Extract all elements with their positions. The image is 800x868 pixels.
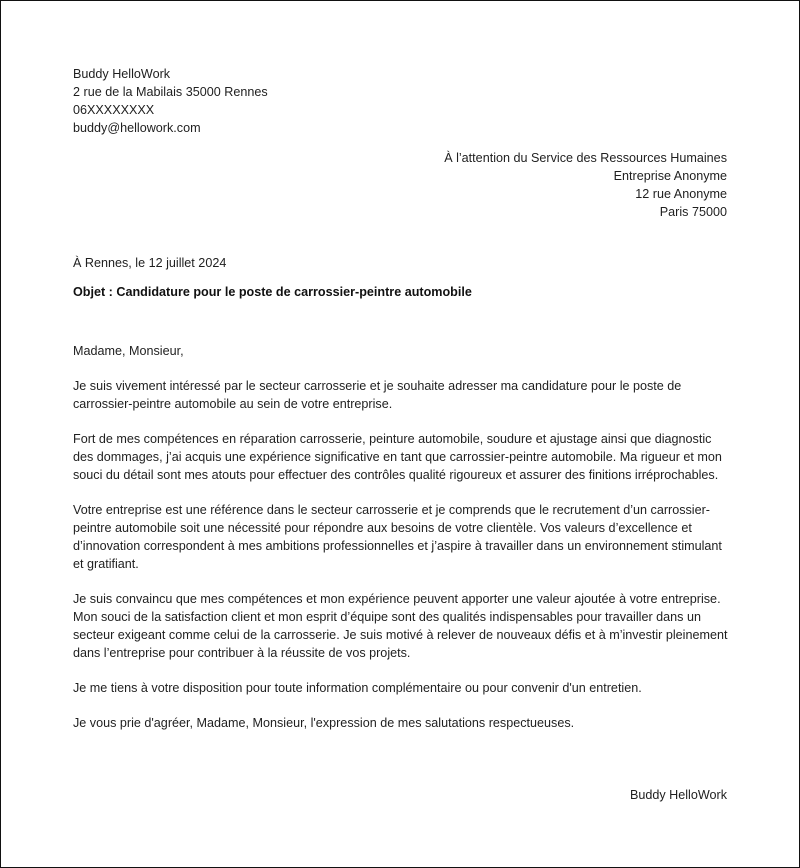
subject-line: Objet : Candidature pour le poste de carrossier-peintre automobile xyxy=(73,285,472,299)
greeting: Madame, Monsieur, xyxy=(73,344,184,358)
recipient-attention: À l’attention du Service des Ressources Humaines xyxy=(444,151,727,165)
recipient-block xyxy=(444,149,727,221)
paragraph-intro: Je suis vivement intéressé par le secteur carrosserie et je souhaite adresser ma candidature pour le poste de carrossier-peintre automobile au sein de votre entreprise. xyxy=(73,379,682,411)
signature: Buddy HelloWork xyxy=(629,788,727,802)
sender-email: buddy@hellowork.com xyxy=(73,121,201,135)
letter-body xyxy=(73,342,733,749)
date-line: À Rennes, le 12 juillet 2024 xyxy=(73,256,227,270)
sender-name: Buddy HelloWork xyxy=(73,67,171,81)
sender-phone: 06XXXXXXXX xyxy=(73,103,155,117)
paragraph-availability: Je me tiens à votre disposition pour toute information complémentaire ou pour convenir d'un entretien. xyxy=(73,681,642,695)
sender-address: 2 rue de la Mabilais 35000 Rennes xyxy=(73,85,268,99)
paragraph-company: Votre entreprise est une référence dans le secteur carrosserie et je comprends que le recrutement d’un carrossier-peintre automobile soit une nécessité pour répondre aux besoins de votre clientèle. Vos valeurs d’excellence et d’innovation correspondent à mes ambitions professionnelles et j’aspire à travailler dans un environnement stimulant et gratifiant. xyxy=(73,503,722,571)
paragraph-skills: Fort de mes compétences en réparation carrosserie, peinture automobile, soudure et ajustage ainsi que diagnostic des dommages, j’ai acquis une expérience significative en tant que carrossier-peintre automobile. Ma rigueur et mon souci du détail sont mes atouts pour effectuer des contrôles qualité rigoureux et assurer des finitions irréprochables. xyxy=(73,432,722,482)
sender-block xyxy=(73,65,268,137)
paragraph-closing: Je vous prie d'agréer, Madame, Monsieur, l'expression de mes salutations respectueuses. xyxy=(73,716,575,730)
recipient-street: 12 rue Anonyme xyxy=(635,187,727,201)
recipient-city: Paris 75000 xyxy=(659,205,727,219)
paragraph-value: Je suis convaincu que mes compétences et mon expérience peuvent apporter une valeur ajoutée à votre entreprise. Mon souci de la satisfaction client et mon esprit d’équipe sont des qualités indispensables pour travailler dans un secteur exigeant comme celui de la carrosserie. Je suis motivé à relever de nouveaux défis et à m’investir pleinement dans l’entreprise pour contribuer à la réussite de vos projets. xyxy=(73,592,728,660)
recipient-company: Entreprise Anonyme xyxy=(613,169,727,183)
